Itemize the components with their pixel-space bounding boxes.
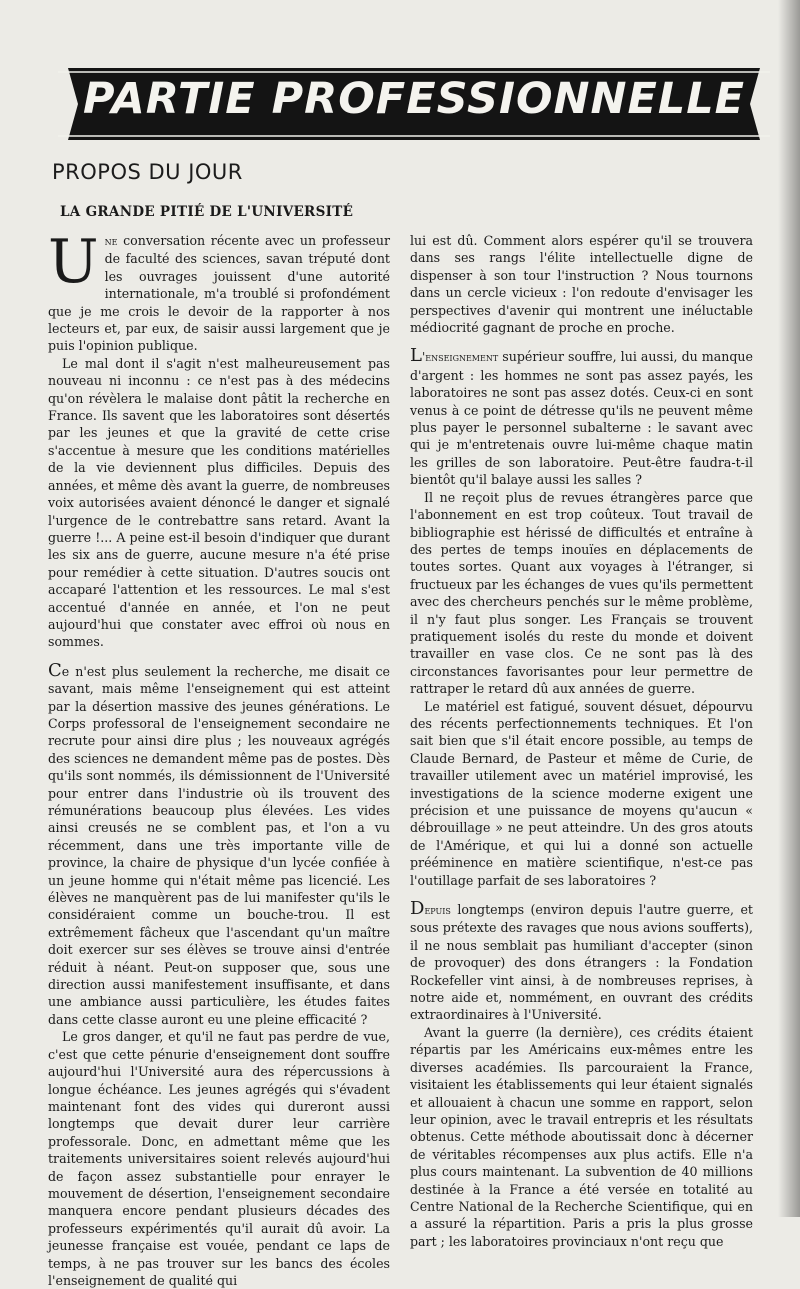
- initial-letter: D: [410, 898, 425, 920]
- paragraph: Le matériel est fatigué, souvent désuet, dépourvu des récents perfectionnements techniques. Et l'on sait bien que s'il était encore possible, au temps de Claude Bernard, de Pasteur et même de Curie, de travailler utilement avec un matériel improvisé, les investigations de la science moderne exigent une précision et une puissance de moyens qu'aucun « débrouillage » ne peut atteindre. Un des gros atouts de l'Amérique, et qui lui a donné son actuelle prééminence en matière scientifique, n'est-ce pas l'outillage parfait de ses laboratoires ?: [410, 698, 753, 888]
- section-banner: [54, 62, 774, 146]
- article-column-left: [48, 227, 390, 1288]
- paragraph: L'enseignement supérieur souffre, lui aussi, du manque d'argent : les hommes ne sont pas assez payés, les laboratoires ne sont pas assez dotés. Ceux-ci en sont venus à ce point de détresse qu'ils ne peuvent même plus payer le personnel subalterne : le savant avec qui je m'entretenais ouvre lui-même chaque matin les grilles de son laboratoire. Peut-être faudra-t-il bientôt qu'il balaye aussi les salles ?: [410, 345, 753, 488]
- paragraph: Ce n'est plus seulement la recherche, me disait ce savant, mais même l'enseignement qui est atteint par la désertion massive des jeunes générations. Le Corps professoral de l'enseignement secondaire ne recrute pour ainsi dire plus ; les nouveaux agrégés des sciences ne demandent même pas de postes. Dès qu'ils sont nommés, ils démissionnent de l'Université pour entrer dans l'industrie où ils trouvent des rémunérations beaucoup plus élevées. Les vides ainsi creusés ne se comblent pas, et l'on a vu récemment, dans une très importante ville de province, la chaire de physique d'un lycée confiée à un jeune homme qui n'était même pas licencié. Les élèves ne manquèrent pas de lui manifester qu'ils le considéraient comme un bouche-trou. Il est extrêmement fâcheux que l'ascendant qu'un maître doit exercer sur ses élèves se trouve ainsi d'entrée réduit à néant. Peut-on supposer que, sous une direction aussi manifestement insuffisante, et dans une ambiance aussi particulière, les études faites dans cette classe auront eu une pleine efficacité ?: [48, 659, 390, 1027]
- paragraph: Il ne reçoit plus de revues étrangères parce que l'abonnement en est trop coûteux. Tout travail de bibliographie est hérissé de difficultés et entraîne à des pertes de temps inouïes en déplacements de toutes sortes. Quant aux voyages à l'étranger, si fructueux par les échanges de vues qu'ils permettent avec des chercheurs penchés sur le même problème, il n'y faut plus songer. Les Français se trouvent pratiquement isolés du reste du monde et doivent travailler en vase clos. Ce ne sont pas là des circonstances favorisantes pour leur permettre de rattraper le retard dû aux années de guerre.: [410, 489, 753, 697]
- initial-letter: L: [410, 345, 422, 367]
- paragraph: Le gros danger, et qu'il ne faut pas perdre de vue, c'est que cette pénurie d'enseignement dont souffre aujourd'hui l'Université aura des répercussions à longue échéance. Les jeunes agrégés qui s'évadent maintenant font des vides qui dureront aussi longtemps que devait durer leur carrière professorale. Donc, en admettant même que les traitements universitaires soient relevés aujourd'hui de façon assez substantielle pour enrayer le mouvement de désertion, l'enseignement secondaire manquera encore pendant plusieurs décades des professeurs expérimentés qu'il aurait dû avoir. La jeunesse française est vouée, pendant ce laps de temps, à ne pas trouver sur les bancs des écoles l'enseignement de qualité qui: [48, 1029, 390, 1288]
- initial-letter: C: [48, 659, 62, 681]
- paragraph: lui est dû. Comment alors espérer qu'il se trouvera dans ses rangs l'élite intellectuelle digne de dispenser à son tour l'instruction ? Nous tournons dans un cercle vicieux : l'on redoute d'envisager les perspectives d'avenir qui montrent une inéluctable médiocrité gagnant de proche en proche.: [410, 233, 753, 336]
- paragraph: Le mal dont il s'agit n'est malheureusement pas nouveau ni inconnu : ce n'est pas à des médecins qu'on révèlera le malaise dont pâtit la recherche en France. Ils savent que les laboratoires sont désertés par les jeunes et que la gravité de cette crise s'accentue à mesure que les conditions matérielles de la vie deviennent plus difficiles. Depuis des années, et même dès avant la guerre, de nombreuses voix autorisées avaient dénoncé le danger et signalé l'urgence de le contrebattre sans retard. Avant la guerre !... A peine est-il besoin d'indiquer que durant les six ans de guerre, aucune mesure n'a été prise pour remédier à cette situation. D'autres soucis ont accaparé l'attention et les ressources. Le mal s'est accentué d'année en année, et l'on ne peut aujourd'hui que constater avec effroi où nous en sommes.: [48, 355, 390, 650]
- banner-title: PARTIE PROFESSIONNELLE: [82, 74, 746, 124]
- article-column-right: [410, 232, 753, 1249]
- section-title: PROPOS DU JOUR: [52, 160, 243, 184]
- drop-cap: U: [48, 227, 99, 297]
- paragraph: Depuis longtemps (environ depuis l'autre guerre, et sous prétexte des ravages que nous avions soufferts), il ne nous semblait pas humiliant d'accepter (sinon de provoquer) des dons étrangers : la Fondation Rockefeller vint ainsi, à de nombreuses reprises, à notre aide et, nommément, en ouvrant des crédits extraordinaires à l'Université.: [410, 898, 753, 1023]
- paragraph: Avant la guerre (la dernière), ces crédits étaient répartis par les Américains eux-mêmes entre les diverses académies. Ils parcouraient la France, visitaient les établissements qui leur étaient signalés et allouaient à chacun une somme en rapport, selon leur opinion, avec le travail entrepris et les résultats obtenus. Cette méthode aboutissait donc à décerner de véritables récompenses aux plus actifs. Elle n'a plus cours maintenant. La subvention de 40 millions destinée à la France a été versée en totalité au Centre National de la Recherche Scientifique, qui en a assuré la répartition. Paris a pris la plus grosse part ; les laboratoires provinciaux n'ont reçu que: [410, 1024, 753, 1249]
- page-edge-shadow: [778, 0, 800, 1217]
- article-title: LA GRANDE PITIÉ DE L'UNIVERSITÉ: [60, 204, 354, 220]
- paragraph: Une conversation récente avec un professeur de faculté des sciences, savan tréputé dont les ouvrages jouissent d'une autorité internationale, m'a troublé si profondément que je me crois le devoir de la rapporter à nos lecteurs et, par eux, de saisir aussi largement que je puis l'opinion publique.: [48, 227, 390, 354]
